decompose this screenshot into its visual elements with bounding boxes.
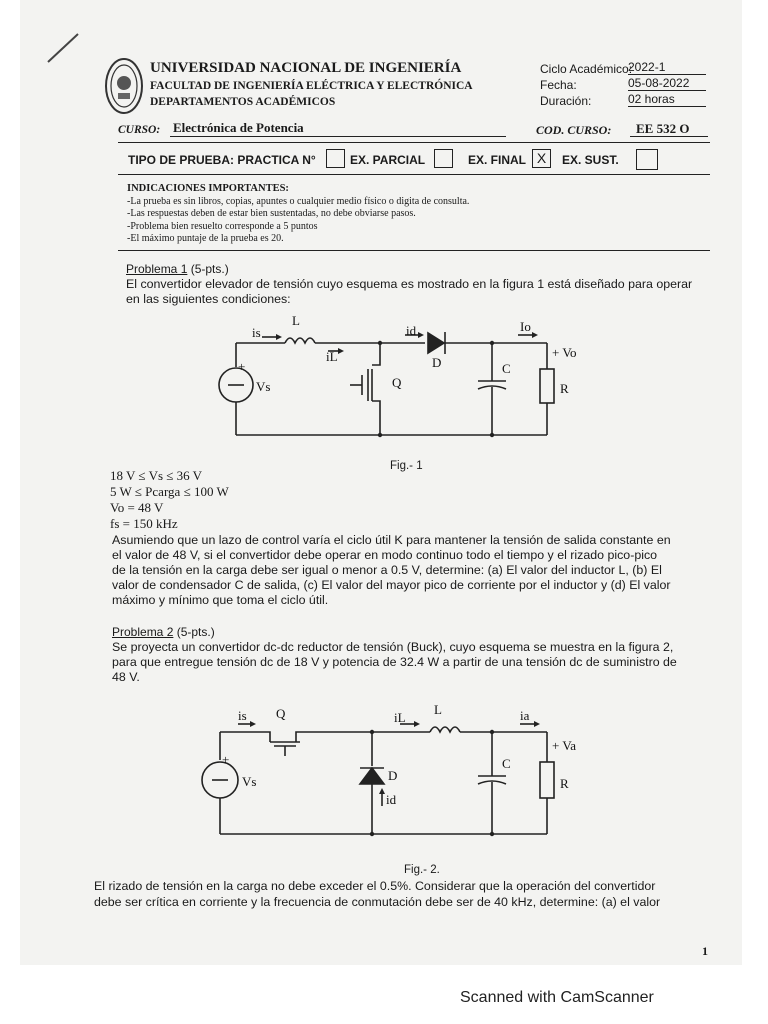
label-Vs: Vs: [242, 774, 257, 789]
curso-label: CURSO:: [118, 124, 161, 136]
problem-1-points: (5-pts.): [187, 262, 229, 276]
problem-1-body: valor de condensador C de salida, (c) El valor del mayor pico de corriente por el inductor y (d) El valor: [112, 578, 671, 592]
label-id: id: [386, 792, 397, 807]
label-id: id: [406, 323, 417, 338]
problem-1-body: Asumiendo que un lazo de control varía el ciclo útil K para mantener la tensión de salida constante en: [112, 533, 671, 547]
buck-converter-schematic: [190, 700, 590, 845]
final-label: EX. FINAL: [468, 153, 527, 167]
problem-2-points: (5-pts.): [173, 625, 215, 639]
indicacion-item: -La prueba es sin libros, copias, apuntes o cualquier medio físico o digita de consulta.: [127, 196, 470, 207]
ciclo-value: 2022-1: [628, 60, 706, 75]
label-L: L: [434, 702, 442, 717]
label-Io: Io: [520, 319, 531, 334]
label-Vo: + Vo: [552, 345, 577, 360]
problem-1-body: el valor de 48 V, si el convertidor debe operar en modo continuo todo el tiempo y el rizado pico-pico: [112, 548, 658, 562]
condition-fs: fs = 150 kHz: [110, 516, 178, 531]
label-iL: iL: [326, 349, 338, 364]
condition-vs: 18 V ≤ Vs ≤ 36 V: [110, 468, 203, 483]
condition-pcarga: 5 W ≤ Pcarga ≤ 100 W: [110, 484, 229, 499]
label-D: D: [388, 768, 398, 783]
indicacion-item: -El máximo puntaje de la prueba es 20.: [127, 233, 284, 244]
parcial-label: EX. PARCIAL: [350, 153, 426, 167]
university-name: UNIVERSIDAD NACIONAL DE INGENIERÍA: [150, 60, 462, 76]
label-C: C: [502, 361, 511, 376]
cod-curso-value: EE 532 O: [636, 121, 690, 136]
problem-2-intro: Se proyecta un convertidor dc-dc reductor de tensión (Buck), cuyo esquema se muestra en la figura 2,: [112, 640, 674, 654]
parcial-checkbox: [434, 149, 453, 168]
boost-converter-schematic: [200, 305, 580, 455]
fecha-value: 05-08-2022: [628, 76, 706, 91]
label-R: R: [560, 381, 569, 396]
sust-checkbox: [636, 149, 658, 170]
label-iL: iL: [394, 710, 406, 725]
fecha-label: Fecha:: [540, 78, 577, 92]
ciclo-label: Ciclo Académico:: [540, 62, 633, 76]
problem-1-body: máximo y mínimo que toma el ciclo útil.: [112, 593, 329, 607]
tipo-prueba-label: TIPO DE PRUEBA: PRACTICA N°: [128, 153, 316, 167]
condition-vo: Vo = 48 V: [110, 500, 164, 515]
problem-1-heading: [126, 262, 229, 276]
final-checkbox: X: [532, 149, 551, 168]
indicacion-item: -Las respuestas deben de estar bien sustentadas, no debe obviarse pasos.: [127, 208, 416, 219]
problem-2-title: Problema 2: [112, 625, 174, 639]
problem-2-body: debe ser crítica en corriente y la frecuencia de conmutación debe ser de 40 kHz, determine: (a) el valor: [94, 895, 661, 909]
divider: [118, 142, 710, 143]
divider: [118, 250, 710, 251]
label-ia: ia: [520, 708, 530, 723]
figure-1-caption: Fig.- 1: [390, 460, 423, 472]
cod-underline: [630, 136, 708, 137]
pen-mark-icon: [46, 30, 80, 64]
label-C: C: [502, 756, 511, 771]
duracion-value: 02 horas: [628, 92, 706, 107]
problem-2-heading: [112, 625, 215, 639]
cod-curso-label: COD. CURSO:: [536, 123, 612, 137]
faculty-name: FACULTAD DE INGENIERÍA ELÉCTRICA Y ELECTRÓNICA: [150, 80, 473, 92]
label-Q: Q: [276, 706, 286, 721]
problem-1-intro: El convertidor elevador de tensión cuyo esquema es mostrado en la figura 1 está diseñado para operar: [126, 277, 693, 291]
sust-label: EX. SUST.: [562, 153, 619, 167]
label-plus: +: [238, 359, 246, 374]
label-Vs: Vs: [256, 379, 271, 394]
problem-1-intro: en las siguientes condiciones:: [126, 292, 291, 306]
page-number: 1: [702, 944, 708, 958]
label-L: L: [292, 313, 300, 328]
problem-1-title: Problema 1: [126, 262, 188, 276]
curso-value: Electrónica de Potencia: [173, 120, 304, 135]
problem-2-body: El rizado de tensión en la carga no debe exceder el 0.5%. Considerar que la operación del convertidor: [94, 879, 656, 893]
label-is: is: [252, 325, 261, 340]
figure-2-caption: Fig.- 2.: [404, 864, 440, 876]
divider: [118, 174, 710, 175]
curso-underline: [170, 136, 506, 137]
label-R: R: [560, 776, 569, 791]
department-name: DEPARTAMENTOS ACADÉMICOS: [150, 96, 336, 108]
label-is: is: [238, 708, 247, 723]
university-seal-icon: [104, 57, 144, 115]
scanner-watermark: Scanned with CamScanner: [460, 989, 654, 1006]
practica-checkbox: [326, 149, 345, 168]
problem-2-intro: 48 V.: [112, 670, 140, 684]
problem-2-intro: para que entregue tensión dc de 18 V y potencia de 32.4 W a partir de una tensión dc de suministro de: [112, 655, 677, 669]
label-D: D: [432, 355, 442, 370]
label-Q: Q: [392, 375, 402, 390]
problem-1-body: de la tensión en la carga debe ser igual o menor a 0.5 V, determine: (a) El valor del inductor L, (b) El: [112, 563, 662, 577]
indicaciones-title: INDICACIONES IMPORTANTES:: [127, 183, 289, 194]
indicacion-item: -Problema bien resuelto corresponde a 5 puntos: [127, 221, 318, 232]
duracion-label: Duración:: [540, 94, 592, 108]
label-Va: + Va: [552, 738, 577, 753]
label-plus: +: [222, 752, 230, 767]
